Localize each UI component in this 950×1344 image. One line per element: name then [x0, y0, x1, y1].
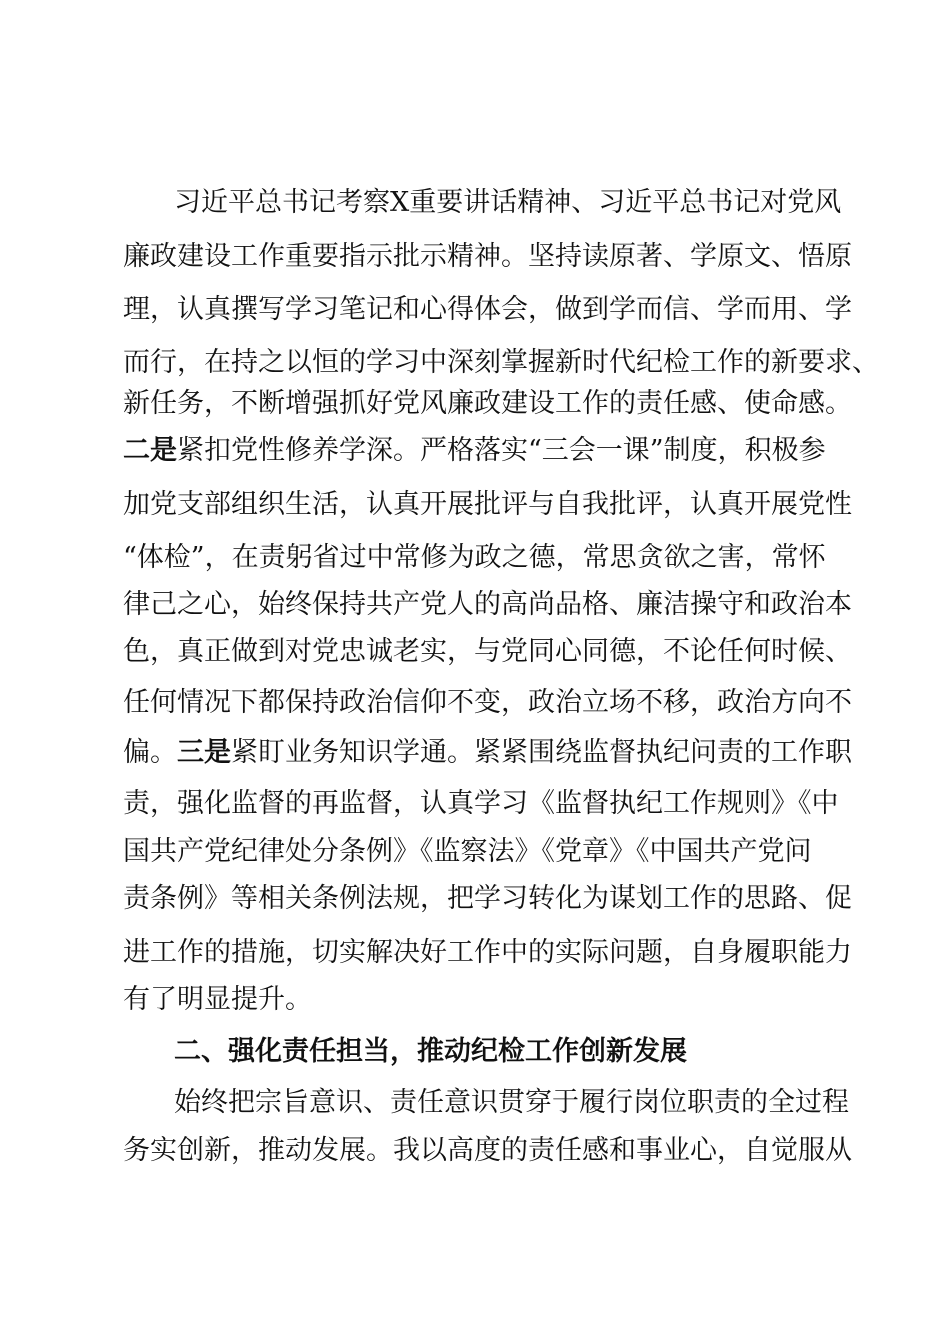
paragraph-line	[123, 431, 826, 471]
bold-marker: 二是	[123, 435, 177, 466]
paragraph-line: 始终把宗旨意识、责任意识贯穿于履行岗位职责的全过程	[174, 1087, 849, 1118]
paragraph-line: 律己之心，始终保持共产党人的高尚品格、廉洁操守和政治本	[123, 589, 852, 620]
paragraph-line: 习近平总书记考察X重要讲话精神、习近平总书记对党风	[174, 187, 842, 218]
line-text: 偏。	[123, 737, 177, 768]
paragraph-line: 责，强化监督的再监督，认真学习《监督执纪工作规则》《中	[123, 788, 839, 819]
paragraph-line: 进工作的措施，切实解决好工作中的实际问题，自身履职能力	[123, 937, 852, 968]
line-text: 紧盯业务知识学通。紧紧围绕监督执纪问责的工作职	[231, 737, 852, 768]
paragraph-line: 任何情况下都保持政治信仰不变，政治立场不移，政治方向不	[123, 687, 852, 718]
paragraph-line: 加党支部组织生活，认真开展批评与自我批评，认真开展党性	[123, 489, 852, 520]
paragraph-line: 有了明显提升。	[123, 984, 312, 1015]
paragraph-line	[123, 733, 852, 773]
line-text: 紧扣党性修养学深。严格落实“三会一课”制度，积极参	[177, 435, 826, 466]
paragraph-line: 新任务，不断增强抓好党风廉政建设工作的责任感、使命感。	[123, 388, 852, 419]
paragraph-line: 理，认真撰写学习笔记和心得体会，做到学而信、学而用、学	[123, 294, 852, 325]
paragraph-line: 而行，在持之以恒的学习中深刻掌握新时代纪检工作的新要求、	[123, 347, 879, 378]
bold-marker: 三是	[177, 737, 231, 768]
paragraph-line: “体检”，在责躬省过中常修为政之德，常思贪欲之害，常怀	[123, 542, 826, 573]
paragraph-line: 廉政建设工作重要指示批示精神。坚持读原著、学原文、悟原	[123, 241, 852, 272]
paragraph-line: 务实创新，推动发展。我以高度的责任感和事业心，自觉服从	[123, 1135, 852, 1166]
paragraph-line: 责条例》等相关条例法规，把学习转化为谋划工作的思路、促	[123, 883, 852, 914]
paragraph-line: 国共产党纪律处分条例》《监察法》《党章》《中国共产党问	[123, 836, 812, 867]
section-heading: 二、强化责任担当，推动纪检工作创新发展	[174, 1036, 687, 1067]
paragraph-line: 色，真正做到对党忠诚老实，与党同心同德，不论任何时候、	[123, 636, 852, 667]
